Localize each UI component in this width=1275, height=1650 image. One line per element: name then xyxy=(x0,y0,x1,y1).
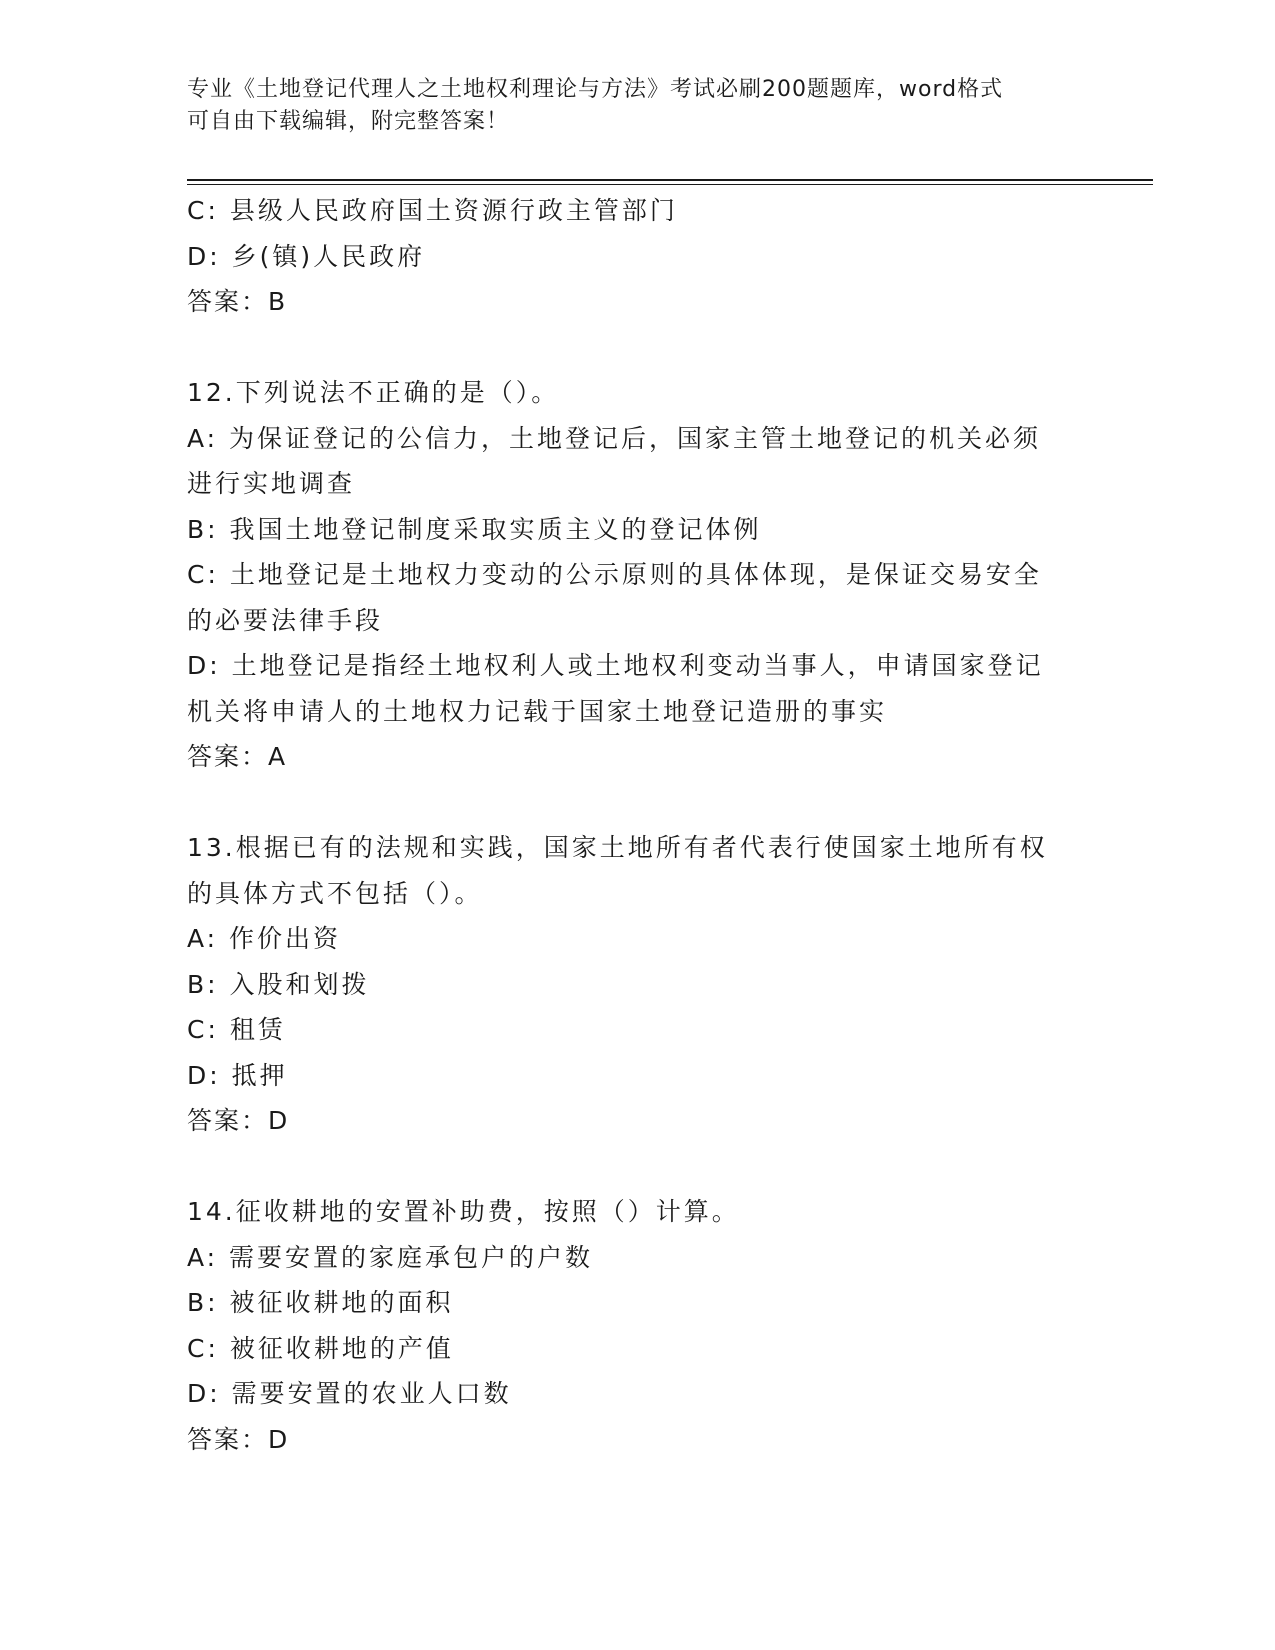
option-line: B: 入股和划拨 xyxy=(187,969,370,999)
header-divider-thin xyxy=(187,184,1153,185)
question-list xyxy=(187,188,1077,1462)
spacer xyxy=(187,325,1077,371)
option-line: B: 我国土地登记制度采取实质主义的登记体例 xyxy=(187,514,762,544)
answer-line: 答案：D xyxy=(187,1106,290,1135)
question-block-14 xyxy=(187,1189,1077,1462)
question-stem: 12.下列说法不正确的是（）。 xyxy=(187,378,560,407)
option-line: 机关将申请人的土地权力记载于国家土地登记造册的事实 xyxy=(187,696,888,726)
question-block-12 xyxy=(187,370,1077,780)
question-block-13 xyxy=(187,825,1077,1144)
option-line: C: 租赁 xyxy=(187,1015,286,1044)
header-divider xyxy=(187,179,1153,181)
option-line: D: 抵押 xyxy=(187,1060,288,1090)
option-line: 的必要法律手段 xyxy=(187,605,384,635)
question-stem: 13.根据已有的法规和实践，国家土地所有者代表行使国家土地所有权 xyxy=(187,833,1048,862)
option-line: C: 土地登记是土地权力变动的公示原则的具体体现，是保证交易安全 xyxy=(187,560,1042,589)
option-line: A: 为保证登记的公信力，土地登记后，国家主管土地登记的机关必须 xyxy=(187,423,1042,453)
option-line: D: 土地登记是指经土地权利人或土地权利变动当事人，申请国家登记 xyxy=(187,651,1044,680)
question-stem: 的具体方式不包括（）。 xyxy=(187,878,483,908)
header-line-2: 可自由下载编辑，附完整答案！ xyxy=(187,109,510,134)
header-line-1: 专业《土地登记代理人之土地权利理论与方法》考试必刷200题题库，word格式 xyxy=(187,77,1004,102)
option-line: A: 需要安置的家庭承包户的户数 xyxy=(187,1242,594,1272)
answer-line: 答案：B xyxy=(187,287,288,316)
document-header xyxy=(187,74,1087,138)
answer-line: 答案：A xyxy=(187,742,288,771)
option-line: D: 需要安置的农业人口数 xyxy=(187,1379,512,1408)
question-stem: 14.征收耕地的安置补助费，按照（）计算。 xyxy=(187,1197,740,1226)
option-line: A: 作价出资 xyxy=(187,924,342,953)
option-line: C: 被征收耕地的产值 xyxy=(187,1333,454,1363)
prev-question-block xyxy=(187,188,1077,325)
option-line: B: 被征收耕地的面积 xyxy=(187,1288,454,1317)
option-line: 进行实地调查 xyxy=(187,469,356,498)
spacer xyxy=(187,780,1077,826)
option-line: D: 乡(镇)人民政府 xyxy=(187,241,426,271)
spacer xyxy=(187,1144,1077,1190)
option-line: C: 县级人民政府国土资源行政主管部门 xyxy=(187,196,678,225)
answer-line: 答案：D xyxy=(187,1424,290,1454)
